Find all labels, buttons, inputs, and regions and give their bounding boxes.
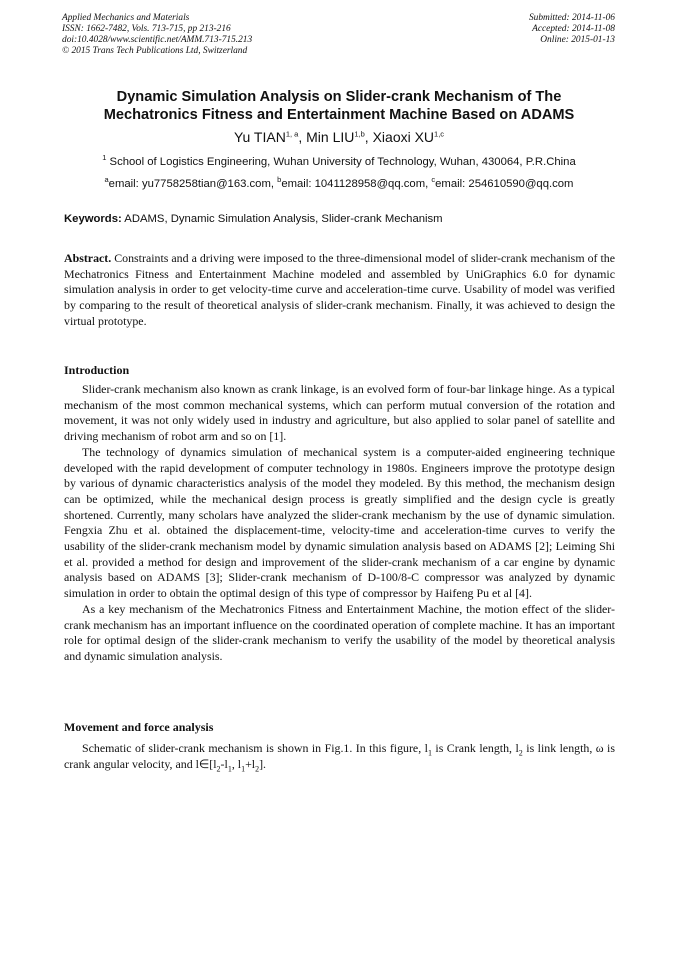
text-run: , l: [231, 756, 242, 771]
movement-section: [64, 741, 615, 772]
introduction-section: [64, 382, 615, 665]
copyright-line: © 2015 Trans Tech Publications Ltd, Switzerland: [62, 46, 248, 56]
journal-info: [62, 13, 252, 57]
text-run: +l: [245, 756, 256, 771]
text-run: is Crank length, l: [431, 741, 519, 755]
email-text[interactable]: email: 254610590@qq.com: [435, 178, 574, 190]
author-affil-mark: 1,b: [354, 129, 365, 139]
issn-line: ISSN: 1662-7482, Vols. 713-715, pp 213-216: [62, 24, 231, 34]
keywords-text: ADAMS, Dynamic Simulation Analysis, Slider-crank Mechanism: [121, 213, 443, 225]
author-sep: ,: [364, 129, 373, 145]
keywords: [64, 212, 616, 226]
author-name: Yu TIAN: [233, 129, 286, 145]
journal-name: Applied Mechanics and Materials: [62, 13, 190, 23]
author-name: Xiaoxi XU: [372, 129, 435, 145]
online-date: Online: 2015-01-13: [540, 35, 615, 45]
submitted-date: Submitted: 2014-11-06: [528, 13, 615, 23]
author-affil-mark: 1,c: [434, 129, 445, 139]
title-line-2: Mechatronics Fitness and Entertainment Machine Based on ADAMS: [103, 107, 575, 123]
title-line-1: Dynamic Simulation Analysis on Slider-crank Mechanism of The: [116, 89, 562, 105]
author-list: [40, 128, 638, 146]
section-heading-movement: Movement and force analysis: [64, 720, 214, 734]
email-text[interactable]: email: yu7758258tian@163.com,: [108, 178, 278, 190]
section-heading-introduction: Introduction: [64, 363, 130, 377]
author-sep: ,: [298, 129, 307, 145]
keywords-label: Keywords:: [64, 213, 122, 225]
author-name: Min LIU: [306, 129, 355, 145]
subscript: 1: [241, 764, 246, 774]
email-mark: c: [431, 175, 436, 185]
subscript: 2: [255, 764, 260, 774]
text-run: Schematic of slider-crank mechanism is shown in Fig.1. In this figure, l: [82, 741, 428, 755]
email-mark: a: [104, 175, 109, 185]
paragraph: Slider-crank mechanism also known as crank linkage, is an evolved form of four-bar linkage hinge. As a typical mechanism of the most common mechanical systems, which can perform mutual conversion of the rotation and movement, it was not only widely used in industry and agriculture, but also applied to solar panel of satellite and driving mechanism of robot arm and so on [1].: [64, 382, 615, 444]
subscript: 1: [227, 764, 232, 774]
email-text[interactable]: email: 1041128958@qq.com,: [281, 178, 432, 190]
submission-dates: [529, 13, 615, 46]
abstract: [64, 251, 615, 330]
abstract-label: Abstract.: [64, 251, 112, 265]
paragraph: As a key mechanism of the Mechatronics Fitness and Entertainment Machine, the motion effect of the slider-crank mechanism has an important influence on the coordinated operation of complete machine. It has an important role for optimal design of the slider-crank mechanism to verify the usability of the model by theoretical analysis and dynamic simulation analysis.: [64, 601, 615, 663]
doi-line[interactable]: doi:10.4028/www.scientific.net/AMM.713-715.213: [62, 35, 253, 45]
email-mark: b: [277, 175, 282, 185]
author-emails: [40, 177, 638, 191]
affiliation-mark: 1: [102, 153, 107, 163]
paragraph: [64, 741, 615, 772]
text-run: ].: [259, 756, 267, 771]
affiliation-text: School of Logistics Engineering, Wuhan University of Technology, Wuhan, 430064, P.R.China: [106, 156, 576, 168]
accepted-date: Accepted: 2014-11-08: [532, 24, 615, 34]
subscript: 2: [216, 764, 221, 774]
author-affil-mark: 1, a: [285, 129, 299, 139]
abstract-text: Constraints and a driving were imposed to the three-dimensional model of slider-crank mechanism of the Mechatronics Fitness and Entertainment Machine modeled and assembled by UniGraphics 6.0 for dynamic simulation analysis in order to get velocity-time curve and acceleration-time curve. Usability of model was verified by comparing to the result of theoretical analysis of slider-crank mechanism. Finally, it was achieved to design the virtual prototype.: [64, 251, 615, 328]
text-run: -l: [220, 756, 228, 771]
paragraph: The technology of dynamics simulation of mechanical system is a computer-aided engineering technique developed with the rapid development of computer technology in 1980s. Engineers improve the prototype design by various of dynamic characteristics analysis of the model they modeled. By this method, the mechanism design can be optimized, while the mechanical design process is greatly simplified and the design cycle is greatly shortened. Currently, many scholars have analyzed the slider-crank mechanism by the use of dynamic simulation. Fengxia Zhu et al. obtained the displacement-time, velocity-time and acceleration-time curves to verify the usability of the slider-crank mechanism model by dynamic simulation analysis based on ADAMS [2]; Leiming Shi et al. provided a method for design and improvement of the slider-crank mechanism of a car engine by dynamic analysis based on ADAMS [3]; Slider-crank mechanism of D-100/8-C compressor was analyzed by dynamic simulation in order to obtain the optimal design of this type of compressor by Haifeng Pu et al [4].: [64, 444, 615, 601]
subscript: 2: [518, 748, 523, 758]
subscript: 1: [427, 748, 432, 758]
text-run: is link length, ω is crank angular velocity, and l∈[l: [64, 741, 615, 771]
paper-title: [40, 88, 638, 124]
affiliation: [40, 155, 638, 169]
